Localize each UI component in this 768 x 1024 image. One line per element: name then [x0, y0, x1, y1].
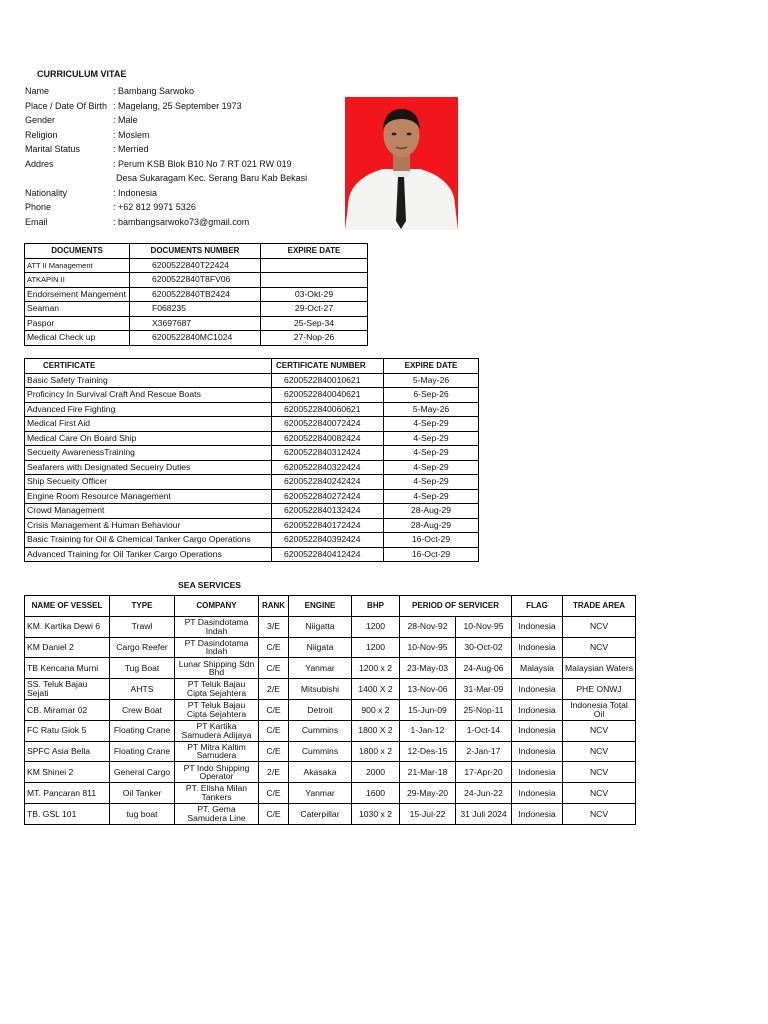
table-cell: Trawl [110, 616, 175, 637]
table-cell: 21-Mar-18 [400, 762, 456, 783]
sea-services-table [24, 595, 636, 825]
table-cell: CB. Miramar 02 [25, 699, 110, 720]
table-cell: 4-Sep-29 [384, 489, 479, 504]
table-cell: PT Indo Shipping Operator [175, 762, 259, 783]
personal-value: : Indonesia [113, 187, 158, 198]
table-cell: Basic Training for Oil & Chemical Tanker Cargo Operations [25, 533, 272, 548]
table-cell: Secueity AwarenessTraining [25, 446, 272, 461]
table-cell: Caterpillar [289, 803, 352, 824]
table-cell: Indonesia [512, 699, 563, 720]
table-cell: C/E [259, 637, 289, 658]
table-cell: TB Kencana Murni [25, 658, 110, 679]
table-cell: Indonesia [512, 803, 563, 824]
table-cell: Engine Room Resource Management [25, 489, 272, 504]
table-cell: KM Shinei 2 [25, 762, 110, 783]
table-cell: AHTS [110, 679, 175, 700]
table-cell: 4-Sep-29 [384, 431, 479, 446]
table-cell: 23-May-03 [400, 658, 456, 679]
column-header: CERTIFICATE NUMBER [272, 359, 384, 374]
table-cell: 10-Nov-95 [456, 616, 512, 637]
table-cell: 1400 X 2 [352, 679, 400, 700]
table-cell: Akasaka [289, 762, 352, 783]
table-cell: Ship Secueity Officer [25, 475, 272, 490]
table-cell: 29-Oct-27 [261, 302, 368, 317]
table-cell: Indonesia [512, 637, 563, 658]
header-row [25, 244, 368, 259]
table-cell: 4-Sep-29 [384, 446, 479, 461]
column-header: DOCUMENTS NUMBER [130, 244, 261, 259]
table-cell: Indonesia [512, 762, 563, 783]
table-cell: SS. Teluk Bajau Sejati [25, 679, 110, 700]
table-cell: 1800 X 2 [352, 720, 400, 741]
personal-value: : Perum KSB Blok B10 No 7 RT 021 RW 019 [113, 158, 292, 169]
table-row [25, 373, 479, 388]
table-cell: Paspor [25, 316, 130, 331]
table-cell: Floating Crane [110, 720, 175, 741]
personal-value: : bambangsarwoko73@gmail.com [113, 216, 250, 227]
table-cell: 30-Oct-02 [456, 637, 512, 658]
table-cell: 15-Jun-09 [400, 699, 456, 720]
header-row [25, 359, 479, 374]
table-cell: ATT II Management [25, 258, 130, 273]
table-cell: Medical Care On Board Ship [25, 431, 272, 446]
column-header: PERIOD OF SERVICER [400, 596, 512, 617]
table-cell: 3/E [259, 616, 289, 637]
table-row [25, 273, 368, 288]
column-header: CERTIFICATE [25, 359, 272, 374]
table-row [25, 658, 636, 679]
table-row [25, 331, 368, 346]
table-cell: Yanmar [289, 783, 352, 804]
table-cell: 6-Sep-26 [384, 388, 479, 403]
table-cell: 6200522840T22424 [130, 258, 261, 273]
table-cell [261, 258, 368, 273]
table-cell: 2/E [259, 762, 289, 783]
table-cell: 1600 [352, 783, 400, 804]
table-cell: 6200522840132424 [272, 504, 384, 519]
table-cell: 24-Jun-22 [456, 783, 512, 804]
table-cell: 1200 [352, 637, 400, 658]
personal-label: Marital Status [25, 144, 81, 154]
table-cell: NCV [563, 762, 636, 783]
personal-label: Gender [25, 115, 56, 125]
table-cell: 28-Nov-92 [400, 616, 456, 637]
table-cell: Crew Boat [110, 699, 175, 720]
table-cell: 6200522840242424 [272, 475, 384, 490]
table-cell: C/E [259, 803, 289, 824]
table-cell: Indonesia [512, 720, 563, 741]
table-row [25, 287, 368, 302]
table-cell: Oil Tanker [110, 783, 175, 804]
table-cell: PT Kartika Samudera Adijaya [175, 720, 259, 741]
table-cell: Lunar Shipping Sdn Bhd [175, 658, 259, 679]
table-cell: 6200522840072424 [272, 417, 384, 432]
table-cell: 4-Sep-29 [384, 417, 479, 432]
table-cell: 1-Oct-14 [456, 720, 512, 741]
table-cell: 12-Des-15 [400, 741, 456, 762]
table-cell: PT Mitra Kaltim Samudera [175, 741, 259, 762]
table-cell: 2/E [259, 679, 289, 700]
table-cell: C/E [259, 658, 289, 679]
table-cell: PHE ONWJ [563, 679, 636, 700]
table-cell: 1-Jan-12 [400, 720, 456, 741]
table-row [25, 533, 479, 548]
table-cell: Crisis Management & Human Behaviour [25, 518, 272, 533]
table-cell: 24-Aug-06 [456, 658, 512, 679]
table-cell: Medical Check up [25, 331, 130, 346]
table-cell: C/E [259, 783, 289, 804]
table-cell: F068235 [130, 302, 261, 317]
table-cell: Indonesia [512, 741, 563, 762]
table-cell: Indonesia Total Oil [563, 699, 636, 720]
table-row [25, 679, 636, 700]
table-cell: 17-Apr-20 [456, 762, 512, 783]
table-cell: 28-Aug-29 [384, 504, 479, 519]
sea-services-title: SEA SERVICES [178, 580, 242, 590]
profile-photo [345, 97, 458, 230]
table-cell [261, 273, 368, 288]
table-cell: PT Dasindotama Indah [175, 637, 259, 658]
table-cell: Cargo Reefer [110, 637, 175, 658]
table-cell: C/E [259, 720, 289, 741]
table-cell: C/E [259, 741, 289, 762]
table-cell: Floating Crane [110, 741, 175, 762]
table-cell: Niigatta [289, 616, 352, 637]
table-row [25, 489, 479, 504]
table-cell: KM. Kartika Dewi 6 [25, 616, 110, 637]
table-cell: SPFC Asia Bella [25, 741, 110, 762]
column-header: RANK [259, 596, 289, 617]
table-cell: 1200 [352, 616, 400, 637]
personal-label: Phone [25, 202, 52, 212]
table-cell: Crowd Management [25, 504, 272, 519]
table-cell: KM Daniel 2 [25, 637, 110, 658]
table-row [25, 803, 636, 824]
table-cell: 4-Sep-29 [384, 475, 479, 490]
table-cell: MT. Pancaran 811 [25, 783, 110, 804]
table-cell: 25-Nop-11 [456, 699, 512, 720]
table-cell: 6200522840392424 [272, 533, 384, 548]
table-row [25, 637, 636, 658]
table-cell: 31-Mar-09 [456, 679, 512, 700]
table-row [25, 720, 636, 741]
table-cell: Cummins [289, 720, 352, 741]
table-cell: Advanced Training for Oil Tanker Cargo Operations [25, 547, 272, 562]
table-cell: NCV [563, 741, 636, 762]
table-cell: Indonesia [512, 679, 563, 700]
table-cell: Indonesia [512, 616, 563, 637]
certificates-table [24, 358, 479, 562]
column-header: DOCUMENTS [25, 244, 130, 259]
table-cell: 2-Jan-17 [456, 741, 512, 762]
table-cell: NCV [563, 616, 636, 637]
personal-label: Place / Date Of Birth [25, 100, 108, 111]
table-cell: 6200522840082424 [272, 431, 384, 446]
table-cell: 6200522840272424 [272, 489, 384, 504]
table-row [25, 460, 479, 475]
table-cell: FC Ratu Giok 5 [25, 720, 110, 741]
table-cell: 13-Nov-06 [400, 679, 456, 700]
table-row [25, 504, 479, 519]
table-cell: 6200522840MC1024 [130, 331, 261, 346]
table-cell: 29-May-20 [400, 783, 456, 804]
table-row [25, 446, 479, 461]
personal-value: : Male [113, 115, 138, 125]
table-row [25, 783, 636, 804]
table-cell: 28-Aug-29 [384, 518, 479, 533]
table-row [25, 699, 636, 720]
table-cell: PT. Gema Samudera Line [175, 803, 259, 824]
personal-label: Nationality [25, 187, 68, 198]
table-cell: 6200522840412424 [272, 547, 384, 562]
table-cell: PT Dasindotama Indah [175, 616, 259, 637]
personal-value: : Bambang Sarwoko [113, 86, 195, 96]
personal-value: : Moslem [113, 129, 150, 140]
table-cell: Malaysian Waters [563, 658, 636, 679]
personal-value: : Merried [113, 144, 149, 154]
table-cell: Yanmar [289, 658, 352, 679]
table-row [25, 388, 479, 403]
column-header: BHP [352, 596, 400, 617]
table-cell: 900 x 2 [352, 699, 400, 720]
table-cell: 6200522840060621 [272, 402, 384, 417]
table-row [25, 316, 368, 331]
documents-table [24, 243, 368, 346]
table-cell: 6200522840TB2424 [130, 287, 261, 302]
table-cell: Endorsement Mangement [25, 287, 130, 302]
table-row [25, 518, 479, 533]
table-cell: 6200522840312424 [272, 446, 384, 461]
table-cell: NCV [563, 803, 636, 824]
table-cell: Medical First Aid [25, 417, 272, 432]
cv-title: CURRICULUM VITAE [37, 69, 127, 79]
personal-label: Email [25, 216, 48, 227]
personal-label: Addres [25, 158, 54, 169]
table-cell: 1030 x 2 [352, 803, 400, 824]
column-header: TYPE [110, 596, 175, 617]
table-cell: NCV [563, 637, 636, 658]
table-cell: General Cargo [110, 762, 175, 783]
table-cell: 6200522840010621 [272, 373, 384, 388]
table-cell: Cummins [289, 741, 352, 762]
table-row [25, 616, 636, 637]
table-row [25, 431, 479, 446]
column-header: EXPIRE DATE [261, 244, 368, 259]
column-header: ENGINE [289, 596, 352, 617]
table-cell: 16-Oct-29 [384, 533, 479, 548]
table-row [25, 402, 479, 417]
column-header: NAME OF VESSEL [25, 596, 110, 617]
table-cell: tug boat [110, 803, 175, 824]
table-cell: 6200522840172424 [272, 518, 384, 533]
table-cell: 25-Sep-34 [261, 316, 368, 331]
table-row [25, 762, 636, 783]
table-cell: 31 Juli 2024 [456, 803, 512, 824]
column-header: COMPANY [175, 596, 259, 617]
column-header: TRADE AREA [563, 596, 636, 617]
table-cell: Seafarers with Designated Secueiry Duties [25, 460, 272, 475]
table-cell: Seaman [25, 302, 130, 317]
table-cell: 6200522840T8FV06 [130, 273, 261, 288]
personal-label: Name [25, 86, 50, 96]
table-cell: Proficincy In Survival Craft And Rescue Boats [25, 388, 272, 403]
table-cell: 6200522840040621 [272, 388, 384, 403]
table-cell: NCV [563, 783, 636, 804]
table-cell: PT. Elisha Milan Tankers [175, 783, 259, 804]
personal-value: : +62 812 9971 5326 [113, 202, 196, 212]
table-row [25, 475, 479, 490]
table-cell: 03-Okt-29 [261, 287, 368, 302]
personal-value: : Magelang, 25 September 1973 [113, 100, 242, 111]
table-cell: Mitsubishi [289, 679, 352, 700]
personal-label: Religion [25, 129, 58, 140]
header-row [25, 596, 636, 617]
table-cell: X3697687 [130, 316, 261, 331]
table-cell: PT Teluk Bajau Cipta Sejahtera [175, 679, 259, 700]
table-cell: 10-Nov-95 [400, 637, 456, 658]
table-cell: 2000 [352, 762, 400, 783]
column-header: EXPIRE DATE [384, 359, 479, 374]
table-cell: 1200 x 2 [352, 658, 400, 679]
table-row [25, 547, 479, 562]
table-cell: Detroit [289, 699, 352, 720]
table-cell: ATKAPIN II [25, 273, 130, 288]
table-cell: 16-Oct-29 [384, 547, 479, 562]
table-cell: 15-Jul-22 [400, 803, 456, 824]
table-row [25, 741, 636, 762]
table-cell: Tug Boat [110, 658, 175, 679]
table-cell: 5-May-26 [384, 373, 479, 388]
personal-value: Desa Sukaragam Kec. Serang Baru Kab Bekasi [116, 173, 308, 183]
table-cell: C/E [259, 699, 289, 720]
table-cell: NCV [563, 720, 636, 741]
table-row [25, 302, 368, 317]
table-cell: 5-May-26 [384, 402, 479, 417]
table-cell: PT Teluk Bajau Cipta Sejahtera [175, 699, 259, 720]
table-cell: TB. GSL 101 [25, 803, 110, 824]
table-cell: Advanced Fire Fighting [25, 402, 272, 417]
table-cell: Basic Safety Training [25, 373, 272, 388]
column-header: FLAG [512, 596, 563, 617]
table-cell: Malaysia [512, 658, 563, 679]
table-cell: 1800 x 2 [352, 741, 400, 762]
table-cell: 27-Nop-26 [261, 331, 368, 346]
table-row [25, 258, 368, 273]
table-cell: 6200522840322424 [272, 460, 384, 475]
table-cell: Indonesia [512, 783, 563, 804]
table-cell: 4-Sep-29 [384, 460, 479, 475]
table-cell: Niigata [289, 637, 352, 658]
table-row [25, 417, 479, 432]
